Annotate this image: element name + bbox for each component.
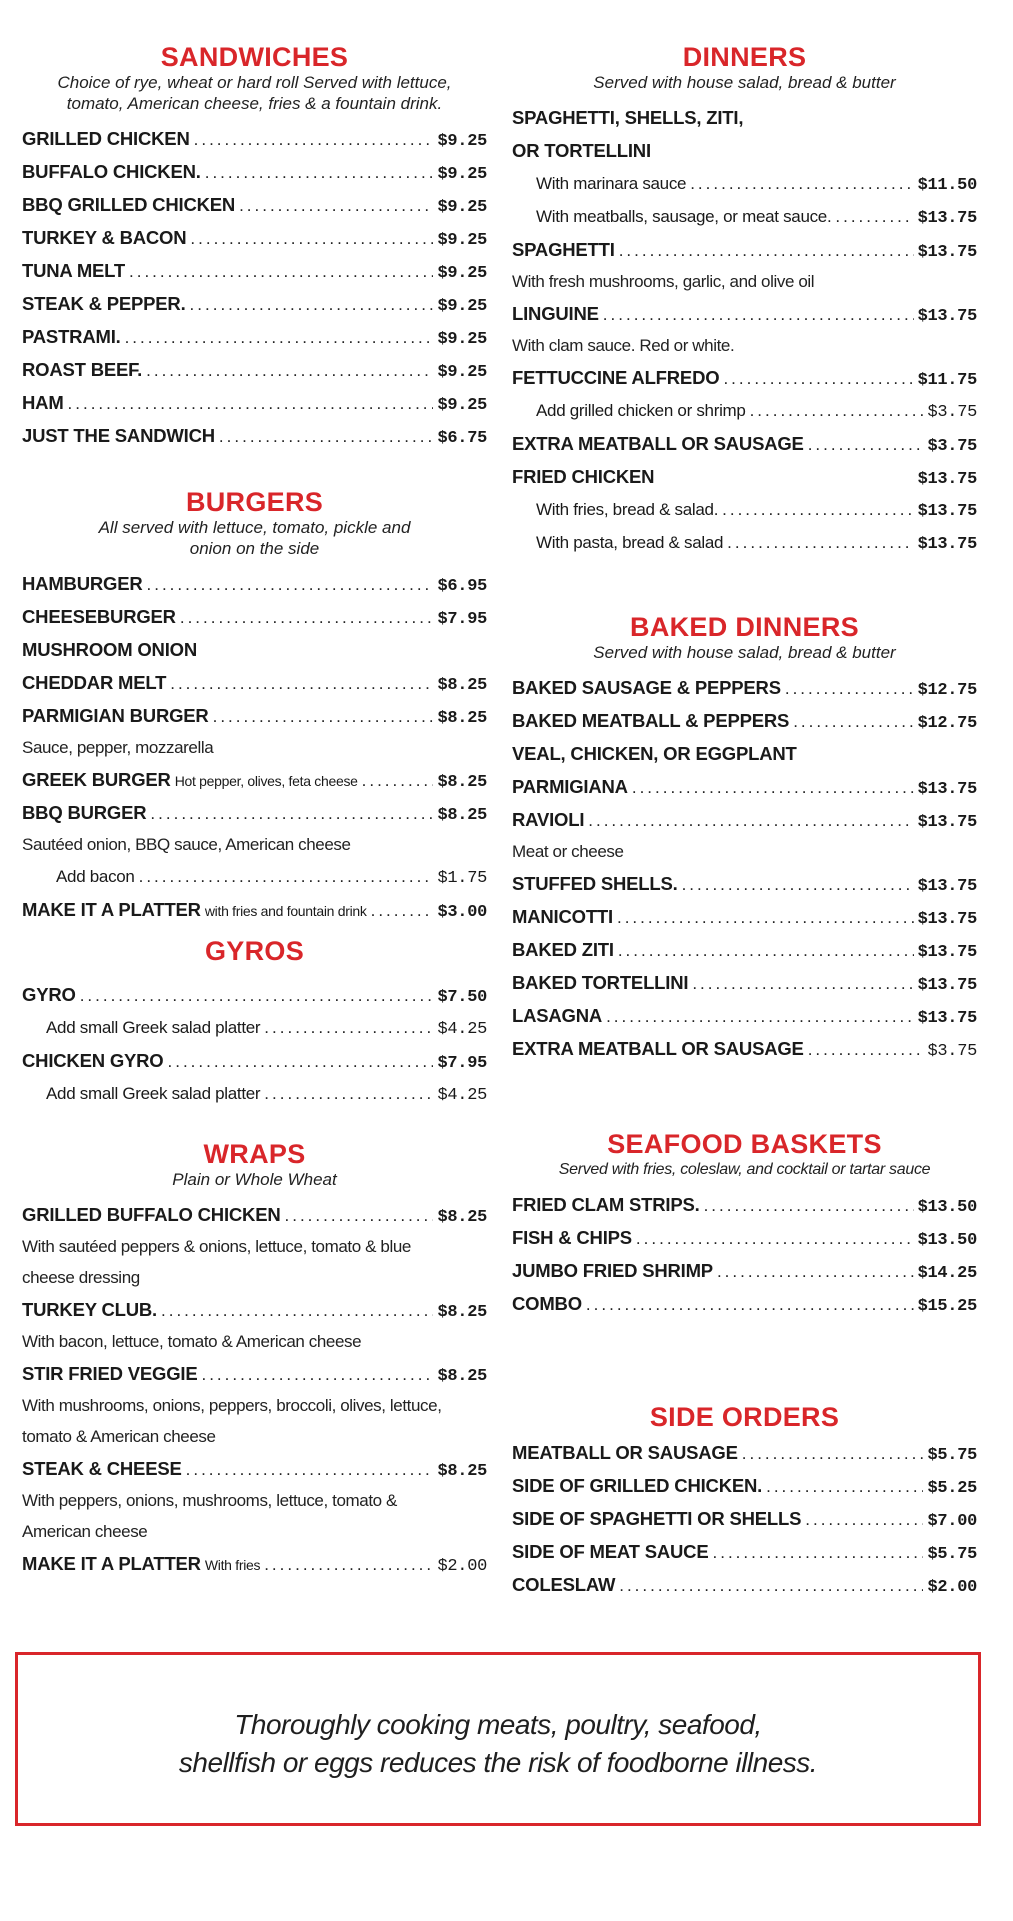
menu-item (22, 320, 487, 353)
item-name: EXTRA MEATBALL OR SAUSAGE (512, 433, 804, 454)
wraps-section (22, 1139, 487, 1580)
gyros-title: GYROS (204, 936, 305, 966)
item-name: CHEDDAR MELT (22, 672, 167, 693)
item-name: EXTRA MEATBALL OR SAUSAGE (512, 1038, 804, 1059)
item-name: STEAK & PEPPER. (22, 293, 186, 314)
menu-addon-bacon (22, 860, 487, 893)
item-description: With bacon, lettuce, tomato & American cheese (22, 1332, 362, 1351)
menu-item (512, 1535, 977, 1568)
menu-item-wrap-platter (22, 1547, 487, 1580)
notice-line-1: Thoroughly cooking meats, poultry, seafood, (234, 1709, 762, 1740)
menu-item (22, 386, 487, 419)
item-name: BBQ GRILLED CHICKEN (22, 194, 236, 215)
item-name: OR TORTELLINI (512, 140, 651, 161)
item-price: $13.75 (917, 943, 977, 962)
item-name: SPAGHETTI (512, 239, 615, 260)
item-name: SIDE OF SPAGHETTI OR SHELLS (512, 1508, 802, 1529)
item-price: $13.75 (917, 243, 977, 262)
menu-item-turkey-club (22, 1293, 487, 1326)
baked-dinners-subtitle: Served with house salad, bread & butter (593, 643, 896, 662)
menu-item (22, 254, 487, 287)
item-price: $3.75 (927, 437, 977, 456)
item-name: FETTUCCINE ALFREDO (512, 367, 720, 388)
burgers-section (22, 487, 487, 926)
item-name: SIDE OF GRILLED CHICKEN. (512, 1475, 763, 1496)
item-price: $9.25 (437, 264, 487, 283)
item-description: With peppers, onions, mushrooms, lettuce, tomato & (22, 1491, 397, 1510)
menu-item-grilled-buffalo-chicken (22, 1198, 487, 1231)
item-price: $13.75 (917, 307, 977, 326)
item-price: $14.25 (917, 1264, 977, 1283)
menu-item-cheeseburger (22, 600, 487, 633)
item-price: $2.00 (927, 1578, 977, 1597)
sandwiches-section (22, 42, 487, 452)
item-description: tomato & American cheese (22, 1427, 216, 1446)
dinners-title: DINNERS (682, 42, 807, 72)
item-name: HAMBURGER (22, 573, 143, 594)
item-price: $9.25 (437, 396, 487, 415)
menu-option-marinara (512, 167, 977, 200)
item-price: $13.75 (917, 209, 977, 228)
item-name: PASTRAMI. (22, 326, 121, 347)
item-price: $3.00 (437, 903, 487, 922)
wraps-title: WRAPS (203, 1139, 306, 1169)
item-name: GREEK BURGER Hot pepper, olives, feta cheese (22, 769, 358, 790)
item-name: FRIED CLAM STRIPS. (512, 1194, 700, 1215)
item-price: $8.25 (437, 1208, 487, 1227)
item-name: TURKEY & BACON (22, 227, 187, 248)
item-name: With fries, bread & salad. (536, 500, 719, 519)
menu-item (22, 353, 487, 386)
menu-item (512, 1469, 977, 1502)
item-name: MAKE IT A PLATTER with fries and fountain drink (22, 899, 367, 920)
seafood-baskets-section (512, 1129, 977, 1320)
menu-item-cheddar-melt (22, 666, 487, 699)
menu-item (512, 1287, 977, 1320)
seafood-list (512, 1188, 977, 1320)
item-price: $9.25 (437, 231, 487, 250)
item-description: With mushrooms, onions, peppers, broccoli, olives, lettuce, (22, 1396, 442, 1415)
item-price: $2.00 (437, 1557, 487, 1576)
item-name: MANICOTTI (512, 906, 613, 927)
item-name: BAKED ZITI (512, 939, 614, 960)
dinners-section (512, 42, 977, 559)
menu-item-fried-chicken (512, 460, 977, 493)
menu-item (512, 1254, 977, 1287)
baked-dinners-title: BAKED DINNERS (630, 612, 859, 642)
menu-item-extra-meatball (512, 427, 977, 460)
item-name: LASAGNA (512, 1005, 603, 1026)
item-name: PARMIGIANA (512, 776, 628, 797)
item-name: STEAK & CHEESE (22, 1458, 182, 1479)
item-description: Sauce, pepper, mozzarella (22, 738, 214, 757)
menu-addon-greek-salad (22, 1077, 487, 1110)
item-name: FRIED CHICKEN (512, 466, 655, 487)
item-name: HAM (22, 392, 64, 413)
sandwiches-subtitle-line-1: Choice of rye, wheat or hard roll Served with lettuce, (57, 73, 452, 92)
item-price: $4.25 (437, 1086, 487, 1105)
item-name: BAKED SAUSAGE & PEPPERS (512, 677, 781, 698)
menu-item-stir-fried-veggie (22, 1357, 487, 1390)
menu-item-lasagna (512, 999, 977, 1032)
item-name: RAVIOLI (512, 809, 585, 830)
menu-item-baked-tortellini (512, 966, 977, 999)
item-description: With clam sauce. Red or white. (512, 336, 735, 355)
item-name: GRILLED CHICKEN (22, 128, 190, 149)
food-safety-notice (15, 1652, 981, 1826)
menu-item-spaghetti (512, 233, 977, 266)
menu-item-extra-meatball (512, 1032, 977, 1065)
item-price: $13.75 (917, 813, 977, 832)
item-price: $11.50 (917, 176, 977, 195)
item-name: TUNA MELT (22, 260, 126, 281)
item-price: $12.75 (917, 681, 977, 700)
item-price: $7.95 (437, 1054, 487, 1073)
item-price: $8.25 (437, 806, 487, 825)
menu-item (512, 1221, 977, 1254)
menu-item (22, 419, 487, 452)
menu-item (512, 1436, 977, 1469)
item-name: STIR FRIED VEGGIE (22, 1363, 198, 1384)
item-price: $1.75 (437, 869, 487, 888)
item-price: $15.25 (917, 1297, 977, 1316)
item-price: $9.25 (437, 363, 487, 382)
item-name: STUFFED SHELLS. (512, 873, 678, 894)
menu-item-manicotti (512, 900, 977, 933)
item-description: With sautéed peppers & onions, lettuce, tomato & blue (22, 1237, 411, 1256)
item-name: With marinara sauce (536, 174, 687, 193)
item-price: $5.75 (927, 1446, 977, 1465)
menu-item (512, 1568, 977, 1601)
notice-line-2: shellfish or eggs reduces the risk of foodborne illness. (178, 1747, 818, 1778)
item-price: $8.25 (437, 709, 487, 728)
menu-item-hamburger (22, 567, 487, 600)
menu-item-greek-burger (22, 763, 487, 796)
item-price: $13.75 (917, 1009, 977, 1028)
item-name: Add bacon (56, 867, 135, 886)
item-price: $8.25 (437, 1303, 487, 1322)
menu-label-pasta-choice (512, 101, 977, 134)
item-price: $9.25 (437, 132, 487, 151)
item-name: CHICKEN GYRO (22, 1050, 164, 1071)
item-price: $5.25 (927, 1479, 977, 1498)
menu-item-parmigian-burger (22, 699, 487, 732)
menu-item-burger-platter (22, 893, 487, 926)
item-description: With fresh mushrooms, garlic, and olive oil (512, 272, 815, 291)
menu-option-meatballs (512, 200, 977, 233)
item-price: $8.25 (437, 773, 487, 792)
item-name: VEAL, CHICKEN, OR EGGPLANT (512, 743, 797, 764)
side-orders-list (512, 1436, 977, 1601)
menu-label-veal-chicken-eggplant (512, 737, 977, 770)
seafood-baskets-subtitle: Served with fries, coleslaw, and cocktail or tartar sauce (558, 1161, 931, 1178)
item-price: $7.50 (437, 988, 487, 1007)
item-price: $9.25 (437, 297, 487, 316)
item-price: $13.75 (917, 877, 977, 896)
item-price: $12.75 (917, 714, 977, 733)
item-price: $13.75 (917, 502, 977, 521)
item-price: $13.50 (917, 1231, 977, 1250)
item-price: $7.95 (437, 610, 487, 629)
item-name: TURKEY CLUB. (22, 1299, 157, 1320)
sandwiches-title: SANDWICHES (160, 42, 349, 72)
item-name: BUFFALO CHICKEN. (22, 161, 201, 182)
menu-addon-greek-salad (22, 1011, 487, 1044)
dinners-subtitle: Served with house salad, bread & butter (593, 73, 896, 92)
item-price: $9.25 (437, 330, 487, 349)
item-name: SIDE OF MEAT SAUCE (512, 1541, 709, 1562)
item-name: With pasta, bread & salad (536, 533, 724, 552)
menu-item (22, 155, 487, 188)
item-name: MAKE IT A PLATTER With fries (22, 1553, 261, 1574)
item-name: BAKED TORTELLINI (512, 972, 689, 993)
burgers-subtitle-line-2: onion on the side (189, 539, 320, 558)
item-price: $8.25 (437, 676, 487, 695)
item-name: With meatballs, sausage, or meat sauce. (536, 207, 832, 226)
menu-item-parmigiana (512, 770, 977, 803)
item-name: PARMIGIAN BURGER (22, 705, 209, 726)
menu-item-gyro (22, 978, 487, 1011)
menu-item-steak-and-cheese (22, 1452, 487, 1485)
item-name: GRILLED BUFFALO CHICKEN (22, 1204, 281, 1225)
item-inline-description: With fries (204, 1557, 261, 1573)
item-price: $13.75 (917, 780, 977, 799)
item-price: $3.75 (927, 1042, 977, 1061)
item-price: $4.25 (437, 1020, 487, 1039)
burgers-subtitle-line-1: All served with lettuce, tomato, pickle and (98, 518, 411, 537)
item-price: $8.25 (437, 1462, 487, 1481)
item-name: SPAGHETTI, SHELLS, ZITI, (512, 107, 744, 128)
item-name: Add grilled chicken or shrimp (536, 401, 746, 420)
item-price: $8.25 (437, 1367, 487, 1386)
menu-item-ravioli (512, 803, 977, 836)
burgers-title: BURGERS (185, 487, 324, 517)
menu-option-with-fries (512, 493, 977, 526)
menu-label-pasta-choice (512, 134, 977, 167)
side-orders-section (512, 1402, 977, 1601)
item-name: JUMBO FRIED SHRIMP (512, 1260, 713, 1281)
item-price: $5.75 (927, 1545, 977, 1564)
item-name: MUSHROOM ONION (22, 639, 198, 660)
side-orders-title: SIDE ORDERS (649, 1402, 840, 1432)
item-price: $9.25 (437, 165, 487, 184)
menu-item (512, 1188, 977, 1221)
menu-option-with-pasta (512, 526, 977, 559)
item-name: Add small Greek salad platter (46, 1018, 261, 1037)
item-name: LINGUINE (512, 303, 599, 324)
seafood-baskets-title: SEAFOOD BASKETS (607, 1129, 882, 1159)
menu-item-fettuccine-alfredo (512, 361, 977, 394)
menu-item-baked-ziti (512, 933, 977, 966)
item-price: $6.75 (437, 429, 487, 448)
item-name: CHEESEBURGER (22, 606, 176, 627)
item-name: ROAST BEEF. (22, 359, 143, 380)
gyros-section (22, 936, 487, 1110)
item-name: BAKED MEATBALL & PEPPERS (512, 710, 790, 731)
item-price: $13.75 (917, 910, 977, 929)
menu-item-stuffed-shells (512, 867, 977, 900)
menu-item-linguine (512, 297, 977, 330)
item-price: $11.75 (917, 371, 977, 390)
menu-item (22, 188, 487, 221)
item-name: FISH & CHIPS (512, 1227, 632, 1248)
item-name: JUST THE SANDWICH (22, 425, 215, 446)
menu-item (22, 221, 487, 254)
menu-item (22, 122, 487, 155)
item-price: $13.75 (917, 535, 977, 554)
item-name: BBQ BURGER (22, 802, 147, 823)
item-inline-description: with fries and fountain drink (204, 903, 367, 919)
item-name: COLESLAW (512, 1574, 616, 1595)
menu-item-bbq-burger (22, 796, 487, 829)
item-price: $9.25 (437, 198, 487, 217)
baked-dinners-section (512, 612, 977, 1065)
sandwiches-list (22, 122, 487, 452)
item-description: cheese dressing (22, 1268, 140, 1287)
item-price: $7.00 (927, 1512, 977, 1531)
item-description: American cheese (22, 1522, 148, 1541)
item-name: COMBO (512, 1293, 582, 1314)
item-inline-description: Hot pepper, olives, feta cheese (174, 773, 358, 789)
menu-label-mushroom-onion (22, 633, 487, 666)
menu-item-chicken-gyro (22, 1044, 487, 1077)
wraps-subtitle: Plain or Whole Wheat (172, 1170, 337, 1189)
item-price: $13.75 (917, 470, 977, 489)
item-name: MEATBALL OR SAUSAGE (512, 1442, 738, 1463)
item-description: Meat or cheese (512, 842, 624, 861)
menu-item-baked-meatball (512, 704, 977, 737)
menu-item (22, 287, 487, 320)
menu-addon-chicken-shrimp (512, 394, 977, 427)
item-price: $13.50 (917, 1198, 977, 1217)
menu-item (512, 1502, 977, 1535)
item-price: $6.95 (437, 577, 487, 596)
item-price: $13.75 (917, 976, 977, 995)
item-name: Add small Greek salad platter (46, 1084, 261, 1103)
item-price: $3.75 (927, 403, 977, 422)
sandwiches-subtitle-line-2: tomato, American cheese, fries & a fountain drink. (66, 94, 443, 113)
item-description: Sautéed onion, BBQ sauce, American cheese (22, 835, 351, 854)
item-name: GYRO (22, 984, 76, 1005)
menu-item-baked-sausage (512, 671, 977, 704)
